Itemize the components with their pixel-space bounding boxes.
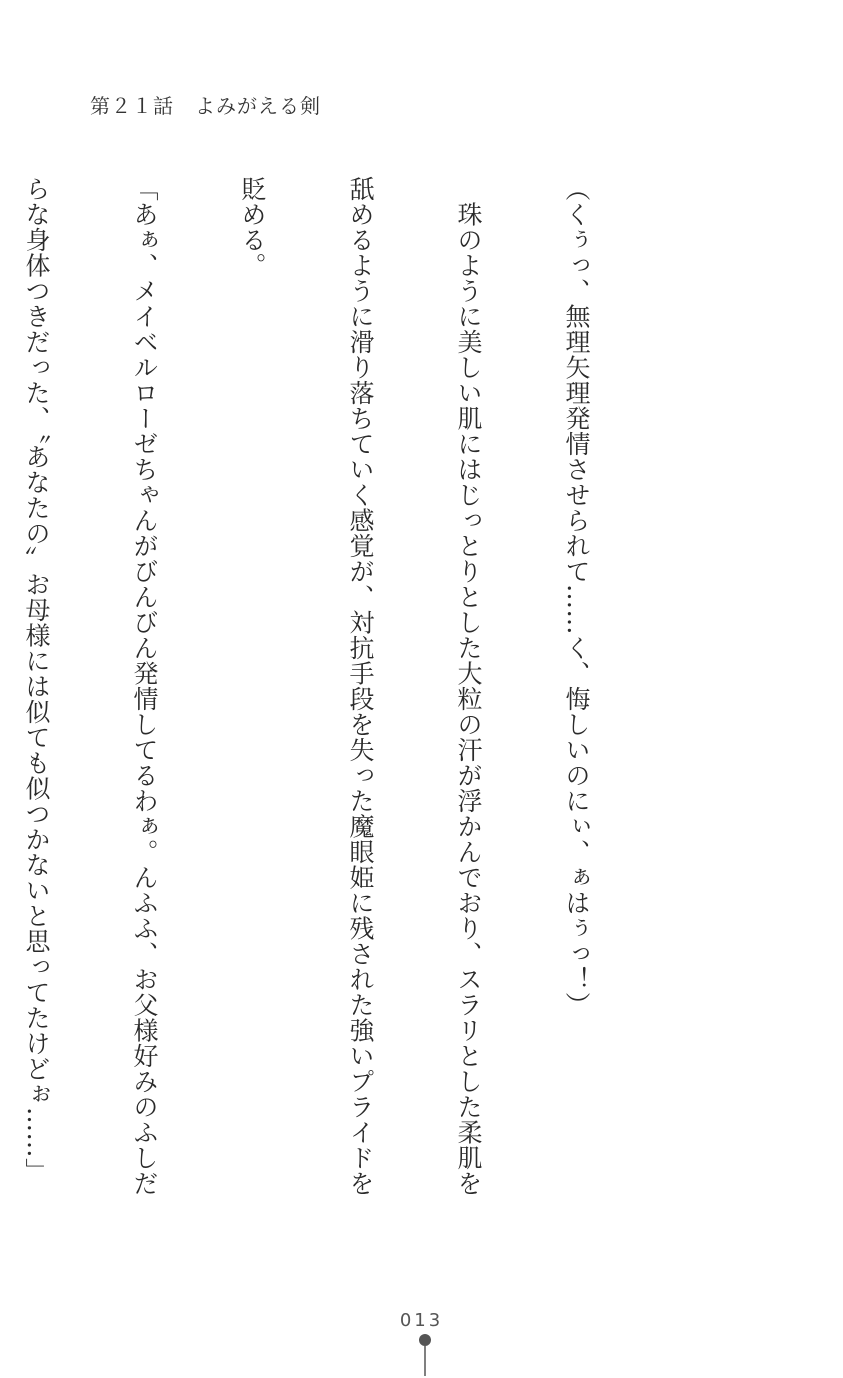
chapter-header: 第２１話 よみがえる剣	[90, 94, 321, 118]
text-column: 舐めるように滑り落ちていく感覚が、対抗手段を失った魔眼姫に残された強いプライドを	[346, 176, 375, 1196]
text-column: 貶める。	[238, 176, 267, 278]
novel-body-text	[22, 176, 666, 1196]
text-column: 「あぁ、メイベルローゼちゃんがびんびん発情してるわぁ。んふふ、お父様好みのふしだ	[130, 176, 159, 1196]
page-marker-dot	[419, 1334, 431, 1346]
text-column: らな身体つきだった、〝あなたの〟お母様には似ても似つかないと思ってたけどぉ……」	[22, 176, 51, 1184]
text-column: 珠のように美しい肌にはじっとりとした大粒の汗が浮かんでおり、スラリとした柔肌を	[454, 176, 483, 1196]
text-column: （くぅっ、無理矢理発情させられて……く、悔しいのにぃ、ぁはぅっ！）	[562, 176, 591, 1018]
page-number: 013	[399, 1310, 444, 1331]
